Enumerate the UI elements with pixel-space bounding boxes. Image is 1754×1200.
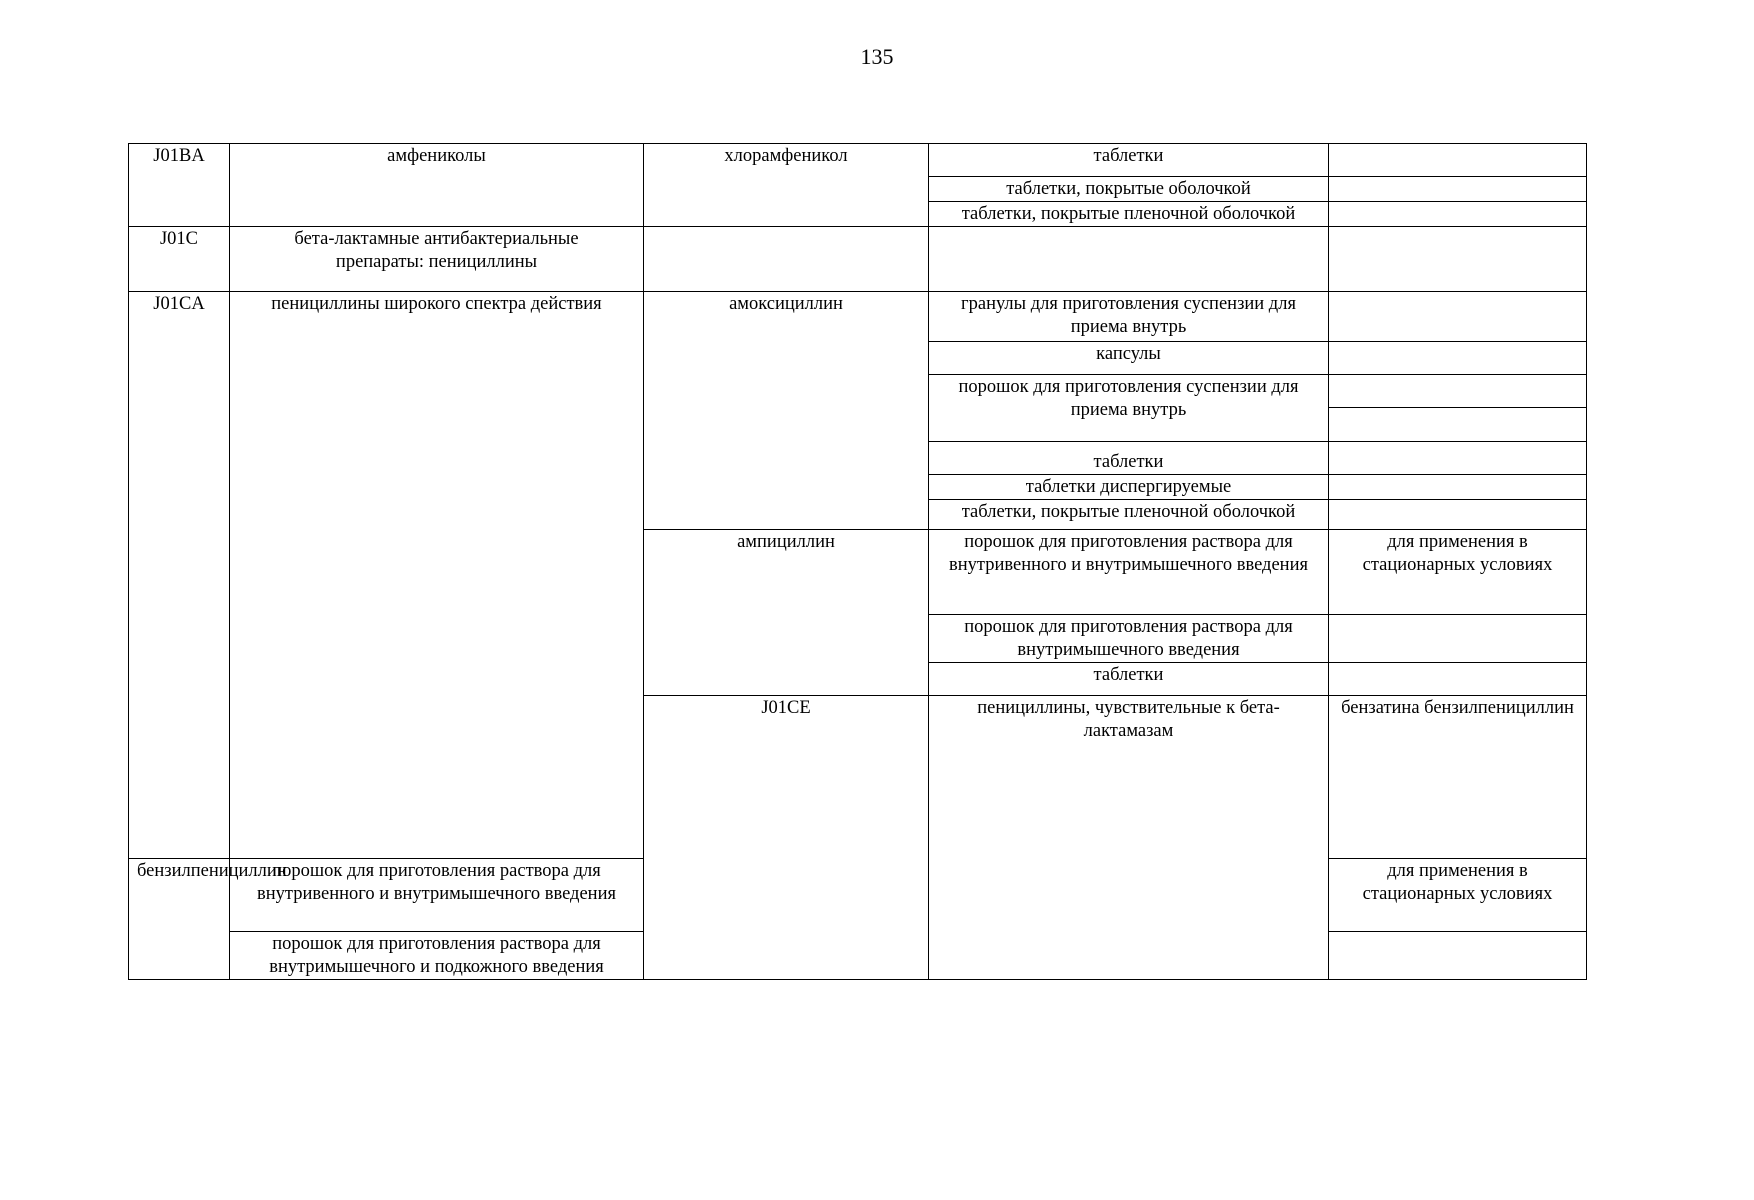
drug-name-cell: ампициллин — [644, 530, 929, 696]
group-cell: амфениколы — [230, 144, 644, 227]
note-cell: для применения в стационарных условиях — [1329, 859, 1587, 932]
group-cell: пенициллины, чувствительные к бета-лактамазам — [929, 696, 1329, 980]
drug-name-cell: бензилпенициллин — [129, 859, 230, 980]
note-cell — [1329, 932, 1587, 980]
group-cell: пенициллины широкого спектра действия — [230, 292, 644, 859]
note-cell — [1329, 663, 1587, 696]
page-number: 135 — [860, 44, 894, 69]
drug-name-cell: амоксициллин — [644, 292, 929, 530]
dosage-form-cell: таблетки — [929, 442, 1329, 475]
note-cell — [1329, 442, 1587, 475]
dosage-form-cell: капсулы — [929, 342, 1329, 375]
note-subcell — [1329, 375, 1586, 408]
dosage-form-cell: таблетки, покрытые оболочкой — [929, 177, 1329, 202]
dosage-form-cell: порошок для приготовления раствора для внутривенного и внутримышечного введения — [230, 859, 644, 932]
atc-code-cell: J01CA — [129, 292, 230, 859]
drug-name-cell — [644, 227, 929, 292]
note-cell — [1329, 375, 1587, 442]
drug-classification-table — [128, 143, 1587, 980]
atc-code-cell: J01BA — [129, 144, 230, 227]
dosage-form-cell: гранулы для приготовления суспензии для приема внутрь — [929, 292, 1329, 342]
note-cell — [1329, 177, 1587, 202]
note-cell — [1329, 292, 1587, 342]
dosage-form-cell: порошок для приготовления раствора для внутримышечного и подкожного введения — [230, 932, 644, 980]
note-cell — [1329, 615, 1587, 663]
note-cell — [1329, 144, 1587, 177]
table-row — [129, 292, 1587, 342]
drug-name-cell: бензатина бензилпенициллин — [1329, 696, 1587, 859]
note-cell: для применения в стационарных условиях — [1329, 530, 1587, 615]
atc-code-cell: J01C — [129, 227, 230, 292]
table-row — [129, 227, 1587, 292]
dosage-form-cell: таблетки — [929, 144, 1329, 177]
dosage-form-cell: порошок для приготовления суспензии для приема внутрь — [929, 375, 1329, 442]
dosage-form-cell: порошок для приготовления раствора для внутривенного и внутримышечного введения — [929, 530, 1329, 615]
note-cell — [1329, 475, 1587, 500]
dosage-form-cell — [929, 227, 1329, 292]
dosage-form-cell: порошок для приготовления раствора для внутримышечного введения — [929, 615, 1329, 663]
note-cell — [1329, 500, 1587, 530]
drug-name-cell: хлорамфеникол — [644, 144, 929, 227]
dosage-form-cell: таблетки — [929, 663, 1329, 696]
table-row — [129, 144, 1587, 177]
dosage-form-cell: таблетки диспергируемые — [929, 475, 1329, 500]
note-cell — [1329, 342, 1587, 375]
dosage-form-cell: таблетки, покрытые пленочной оболочкой — [929, 202, 1329, 227]
group-cell: бета-лактамные антибактериальные препараты: пенициллины — [230, 227, 644, 292]
atc-code-cell: J01CE — [644, 696, 929, 980]
dosage-form-cell: таблетки, покрытые пленочной оболочкой — [929, 500, 1329, 530]
note-cell — [1329, 227, 1587, 292]
note-cell — [1329, 202, 1587, 227]
